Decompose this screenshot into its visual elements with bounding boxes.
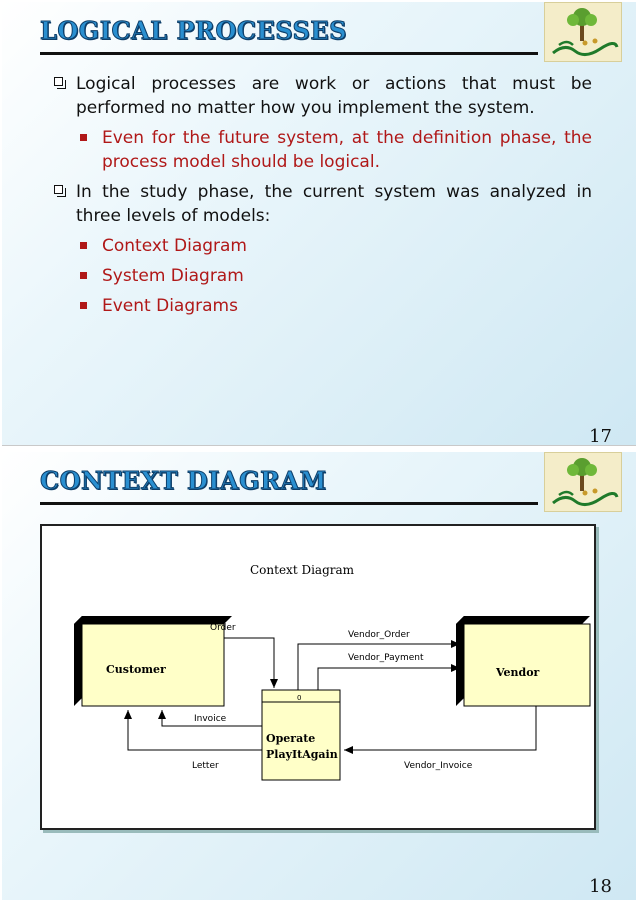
bullet-item: Logical processes are work or actions that must be performed no matter how you implement the system.	[50, 72, 592, 120]
svg-text:Order: Order	[210, 623, 236, 633]
flow-vendor-payment	[318, 653, 460, 690]
svg-text:Letter: Letter	[192, 761, 219, 771]
square-bullet-icon	[80, 272, 87, 279]
title-divider	[40, 502, 538, 505]
sub-bullet-item: System Diagram	[50, 264, 592, 288]
sub-bullet-item: Context Diagram	[50, 234, 592, 258]
slide-title: CONTEXT DIAGRAM	[40, 466, 327, 495]
slide-title: LOGICAL PROCESSES	[40, 16, 348, 45]
process-name-line1: Operate	[266, 732, 316, 745]
svg-text:Vendor_Invoice: Vendor_Invoice	[404, 761, 473, 771]
diagram-title: Context Diagram	[250, 563, 355, 577]
vendor-label: Vendor	[496, 666, 540, 679]
process-name-line2: PlayItAgain	[266, 748, 338, 761]
slide-logical-processes	[2, 2, 636, 446]
page-number: 17	[589, 426, 612, 447]
slide-context-diagram	[2, 452, 636, 900]
page-number: 18	[589, 876, 612, 897]
context-diagram	[40, 524, 596, 830]
customer-label: Customer	[106, 663, 166, 676]
svg-text:Vendor_Order: Vendor_Order	[348, 630, 410, 640]
checkbox-bullet-icon	[54, 185, 63, 194]
tree-logo-icon	[544, 452, 622, 512]
svg-text:Vendor_Payment: Vendor_Payment	[348, 653, 424, 663]
sub-bullet-item: Event Diagrams	[50, 294, 592, 318]
tree-logo-icon	[544, 2, 622, 62]
vendor-entity	[456, 616, 590, 706]
customer-entity	[74, 616, 232, 706]
process-number: 0	[297, 694, 302, 702]
square-bullet-icon	[80, 242, 87, 249]
process-box	[262, 690, 340, 780]
sub-bullet-item: Even for the future system, at the definition phase, the process model should be logical.	[50, 126, 592, 174]
checkbox-bullet-icon	[54, 77, 63, 86]
bullet-list	[50, 72, 592, 324]
bullet-item: In the study phase, the current system was analyzed in three levels of models:	[50, 180, 592, 228]
square-bullet-icon	[80, 134, 87, 141]
svg-text:Invoice: Invoice	[194, 714, 227, 724]
flow-vendor-invoice	[344, 706, 536, 771]
flow-invoice	[162, 710, 262, 726]
title-divider	[40, 52, 538, 55]
square-bullet-icon	[80, 302, 87, 309]
